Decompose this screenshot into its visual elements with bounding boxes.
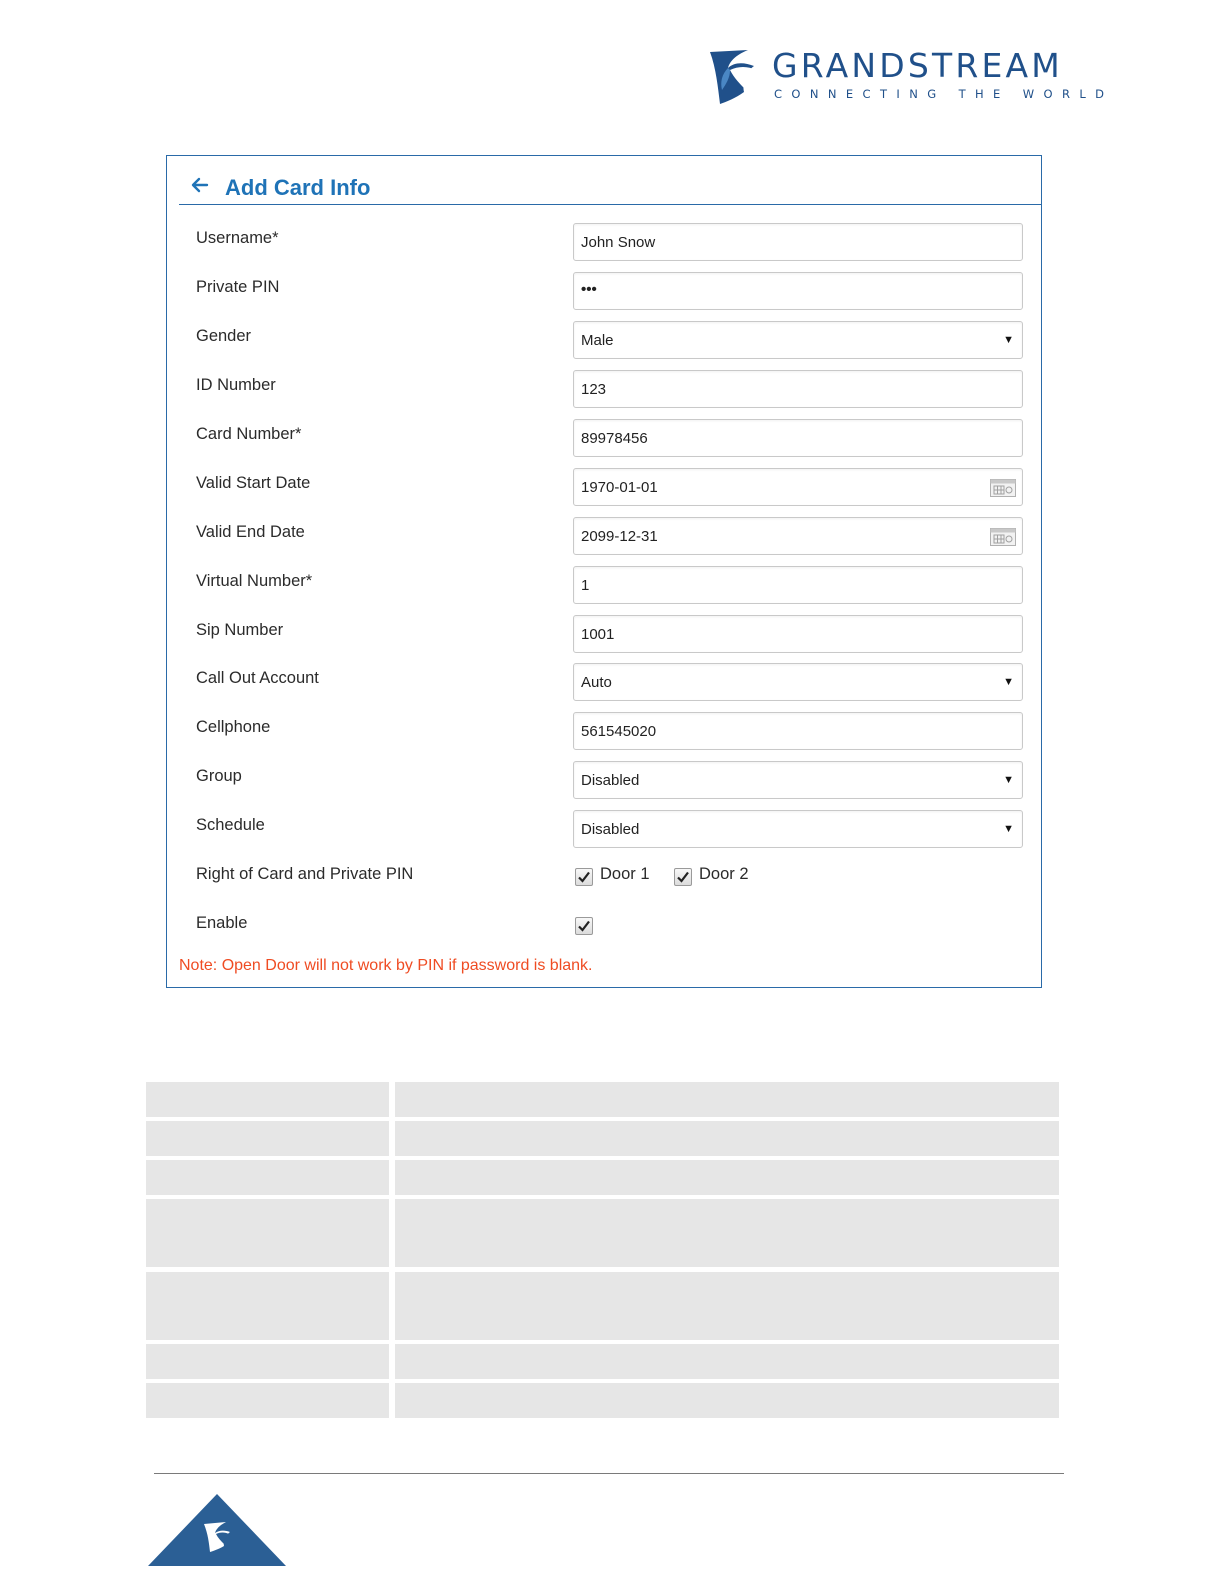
table-row bbox=[146, 1344, 1059, 1379]
id-number-label: ID Number bbox=[196, 376, 276, 394]
chevron-down-icon: ▼ bbox=[1003, 676, 1014, 688]
gender-select[interactable] bbox=[573, 321, 1023, 359]
row-cellphone bbox=[167, 712, 1041, 752]
group-value: Disabled bbox=[581, 772, 640, 789]
valid-start-date-input[interactable] bbox=[573, 468, 1023, 506]
grandstream-footer-logo-icon bbox=[148, 1494, 286, 1566]
table-row bbox=[146, 1082, 1059, 1117]
virtual-number-value: 1 bbox=[581, 577, 590, 594]
row-group bbox=[167, 761, 1041, 801]
table-cell bbox=[395, 1121, 1059, 1156]
pin-note: Note: Open Door will not work by PIN if password is blank. bbox=[179, 957, 593, 974]
checkmark-icon bbox=[577, 870, 591, 884]
checkmark-icon bbox=[676, 870, 690, 884]
row-rights bbox=[167, 859, 1041, 899]
table-cell bbox=[395, 1383, 1059, 1418]
door-1-label: Door 1 bbox=[600, 865, 650, 883]
call-out-account-select[interactable] bbox=[573, 663, 1023, 701]
checkmark-icon bbox=[577, 919, 591, 933]
grandstream-logo-icon bbox=[708, 48, 764, 106]
valid-start-date-value: 1970-01-01 bbox=[581, 479, 658, 496]
id-number-value: 123 bbox=[581, 381, 607, 398]
username-label: Username* bbox=[196, 229, 279, 247]
row-card-number bbox=[167, 419, 1041, 459]
row-id-number bbox=[167, 370, 1041, 410]
private-pin-input[interactable] bbox=[573, 272, 1023, 310]
table-cell bbox=[146, 1199, 389, 1267]
username-input[interactable] bbox=[573, 223, 1023, 261]
brand-tagline: CONNECTING THE WORLD bbox=[774, 87, 1114, 101]
footer-divider bbox=[154, 1473, 1064, 1474]
card-number-input[interactable] bbox=[573, 419, 1023, 457]
table-row bbox=[146, 1199, 1059, 1267]
enable-checkbox[interactable] bbox=[575, 917, 593, 935]
valid-end-date-value: 2099-12-31 bbox=[581, 528, 658, 545]
chevron-down-icon: ▼ bbox=[1003, 334, 1014, 346]
grandstream-logo bbox=[708, 46, 1114, 108]
row-call-out-account bbox=[167, 663, 1041, 703]
id-number-input[interactable] bbox=[573, 370, 1023, 408]
cellphone-input[interactable] bbox=[573, 712, 1023, 750]
chevron-down-icon: ▼ bbox=[1003, 823, 1014, 835]
table-row bbox=[146, 1160, 1059, 1195]
virtual-number-label: Virtual Number* bbox=[196, 572, 313, 590]
door-2-label: Door 2 bbox=[699, 865, 749, 883]
row-sip-number bbox=[167, 615, 1041, 655]
gender-label: Gender bbox=[196, 327, 252, 345]
card-number-value: 89978456 bbox=[581, 430, 648, 447]
calendar-icon[interactable] bbox=[990, 528, 1016, 546]
page-title: Add Card Info bbox=[225, 175, 371, 200]
table-cell bbox=[146, 1121, 389, 1156]
sip-number-input[interactable] bbox=[573, 615, 1023, 653]
cellphone-label: Cellphone bbox=[196, 718, 271, 736]
virtual-number-input[interactable] bbox=[573, 566, 1023, 604]
chevron-down-icon: ▼ bbox=[1003, 774, 1014, 786]
row-virtual-number bbox=[167, 566, 1041, 606]
table-cell bbox=[395, 1160, 1059, 1195]
schedule-select[interactable] bbox=[573, 810, 1023, 848]
card-number-label: Card Number* bbox=[196, 425, 302, 443]
table-row bbox=[146, 1121, 1059, 1156]
group-select[interactable] bbox=[573, 761, 1023, 799]
door-2-checkbox[interactable] bbox=[674, 868, 692, 886]
row-username bbox=[167, 223, 1041, 263]
door-1-checkbox[interactable] bbox=[575, 868, 593, 886]
call-out-account-value: Auto bbox=[581, 674, 612, 691]
group-label: Group bbox=[196, 767, 242, 785]
private-pin-value: ••• bbox=[581, 281, 597, 298]
table-cell bbox=[146, 1344, 389, 1379]
table-cell bbox=[395, 1082, 1059, 1117]
gender-value: Male bbox=[581, 332, 614, 349]
arrow-left-icon[interactable] bbox=[189, 174, 211, 196]
row-valid-end-date bbox=[167, 517, 1041, 557]
sip-number-label: Sip Number bbox=[196, 621, 284, 639]
table-cell bbox=[146, 1160, 389, 1195]
panel-header bbox=[179, 170, 1041, 205]
private-pin-label: Private PIN bbox=[196, 278, 280, 296]
table-cell bbox=[146, 1383, 389, 1418]
table-cell bbox=[395, 1199, 1059, 1267]
valid-start-date-label: Valid Start Date bbox=[196, 474, 311, 492]
sip-number-value: 1001 bbox=[581, 626, 615, 643]
row-gender bbox=[167, 321, 1041, 361]
table-cell bbox=[395, 1272, 1059, 1340]
row-enable bbox=[167, 908, 1041, 948]
enable-label: Enable bbox=[196, 914, 248, 932]
table-cell bbox=[146, 1082, 389, 1117]
schedule-label: Schedule bbox=[196, 816, 265, 834]
schedule-value: Disabled bbox=[581, 821, 640, 838]
row-schedule bbox=[167, 810, 1041, 850]
brand-name: GRANDSTREAM bbox=[772, 46, 1063, 85]
cellphone-value: 561545020 bbox=[581, 723, 657, 740]
rights-label: Right of Card and Private PIN bbox=[196, 865, 414, 883]
call-out-account-label: Call Out Account bbox=[196, 669, 319, 687]
table-cell bbox=[146, 1272, 389, 1340]
table-row bbox=[146, 1383, 1059, 1418]
table-cell bbox=[395, 1344, 1059, 1379]
row-valid-start-date bbox=[167, 468, 1041, 508]
username-value: John Snow bbox=[581, 234, 656, 251]
row-private-pin bbox=[167, 272, 1041, 312]
calendar-icon[interactable] bbox=[990, 479, 1016, 497]
valid-end-date-label: Valid End Date bbox=[196, 523, 305, 541]
valid-end-date-input[interactable] bbox=[573, 517, 1023, 555]
add-card-info-panel bbox=[166, 155, 1042, 988]
table-row bbox=[146, 1272, 1059, 1340]
